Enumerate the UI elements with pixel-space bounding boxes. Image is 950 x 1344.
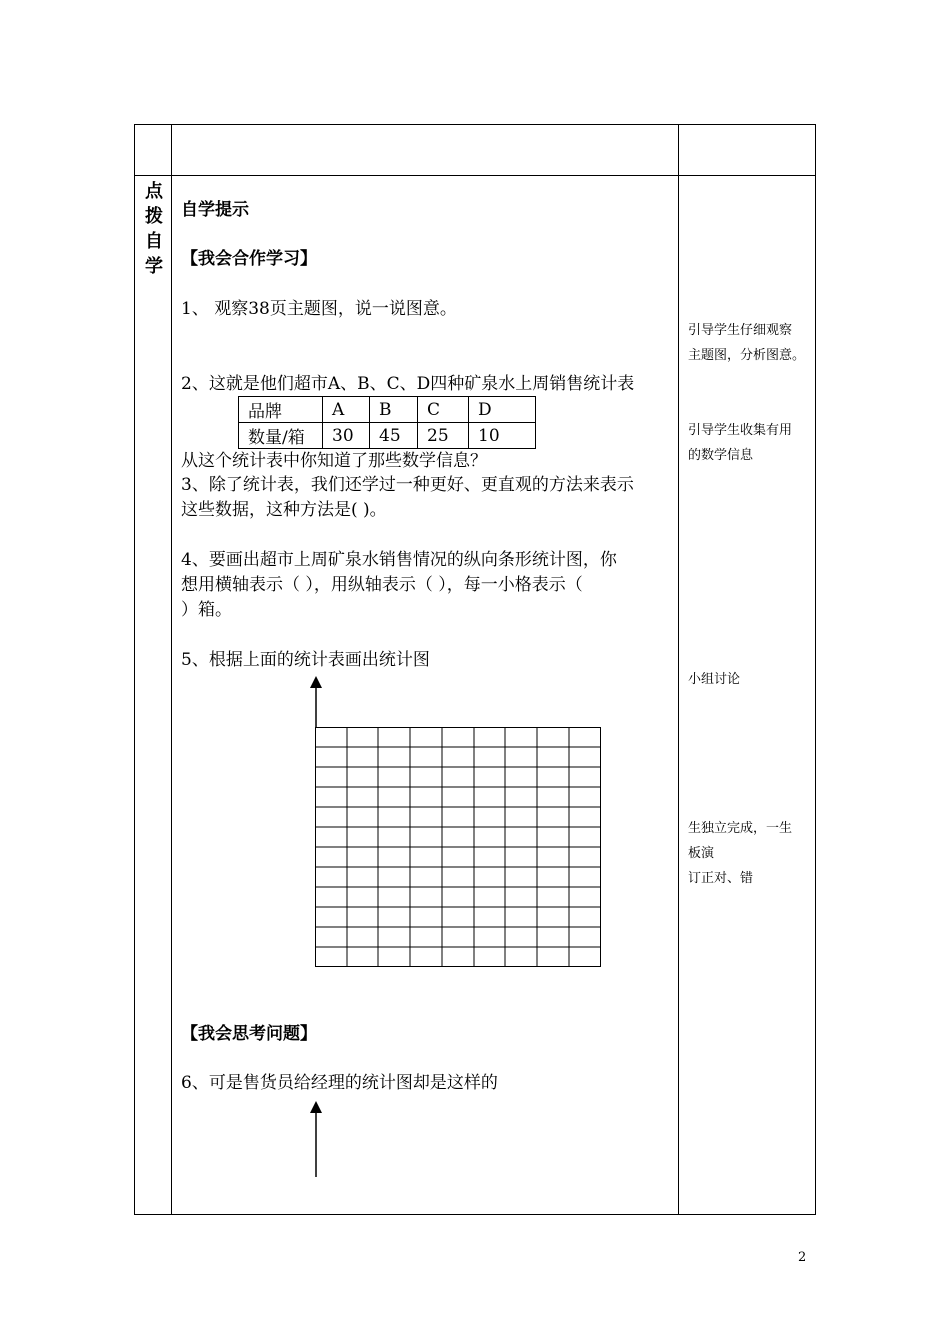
question-4-line3: ）箱。 <box>181 600 232 620</box>
blank-chart-grid <box>315 727 602 968</box>
column-divider-right <box>678 124 679 1215</box>
column-divider-left <box>171 124 172 1215</box>
question-5: 5、根据上面的统计表画出统计图 <box>181 650 430 670</box>
section-title-thinking: 【我会思考问题】 <box>181 1024 317 1044</box>
table-cell: 数量/箱 <box>239 423 323 449</box>
side-label-char: 点 <box>145 181 163 202</box>
teacher-note-4 <box>688 816 813 891</box>
page-number: 2 <box>798 1250 807 1265</box>
vertical-axis-arrow <box>306 1101 326 1179</box>
note-line: 生独立完成，一生 <box>688 821 793 836</box>
section-title-cooperative: 【我会合作学习】 <box>181 249 317 269</box>
sales-table <box>238 396 536 449</box>
vertical-axis-arrow <box>306 676 326 730</box>
heading-self-study: 自学提示 <box>181 200 249 220</box>
question-4-line2: 想用横轴表示（ ），用纵轴表示（ ），每一小格表示（ <box>181 575 583 595</box>
teacher-note-1 <box>688 318 813 368</box>
question-2: 2、这就是他们超市A、B、C、D四种矿泉水上周销售统计表 <box>181 374 635 394</box>
table-row <box>239 423 536 449</box>
teacher-note-2 <box>688 418 813 468</box>
question-2-follow: 从这个统计表中你知道了那些数学信息？ <box>181 451 487 471</box>
table-cell: 30 <box>323 423 370 449</box>
question-3-line2: 这些数据，这种方法是( )。 <box>181 500 387 520</box>
question-6: 6、可是售货员给经理的统计图却是这样的 <box>181 1073 498 1093</box>
side-label-char: 学 <box>145 256 163 277</box>
table-row <box>239 397 536 423</box>
note-line: 的数学信息 <box>688 448 754 463</box>
note-line: 引导学生仔细观察 <box>688 323 793 338</box>
note-line: 小组讨论 <box>688 672 741 687</box>
row-divider <box>134 175 816 176</box>
table-cell: D <box>469 397 536 423</box>
note-line: 主题图，分析图意。 <box>688 348 806 363</box>
question-1: 1、 观察38页主题图，说一说图意。 <box>181 299 457 319</box>
table-cell: 10 <box>469 423 536 449</box>
table-cell: B <box>370 397 418 423</box>
table-cell: 45 <box>370 423 418 449</box>
side-label-char: 自 <box>145 231 163 252</box>
table-cell: A <box>323 397 370 423</box>
table-cell: 25 <box>418 423 469 449</box>
question-3-line1: 3、除了统计表，我们还学过一种更好、更直观的方法来表示 <box>181 475 634 495</box>
question-4-line1: 4、要画出超市上周矿泉水销售情况的纵向条形统计图，你 <box>181 550 617 570</box>
note-line: 订正对、错 <box>688 871 754 886</box>
table-cell: 品牌 <box>239 397 323 423</box>
side-label-char: 拨 <box>145 206 163 227</box>
note-line: 板演 <box>688 846 715 861</box>
teacher-note-3 <box>688 667 813 692</box>
note-line: 引导学生收集有用 <box>688 423 793 438</box>
table-cell: C <box>418 397 469 423</box>
